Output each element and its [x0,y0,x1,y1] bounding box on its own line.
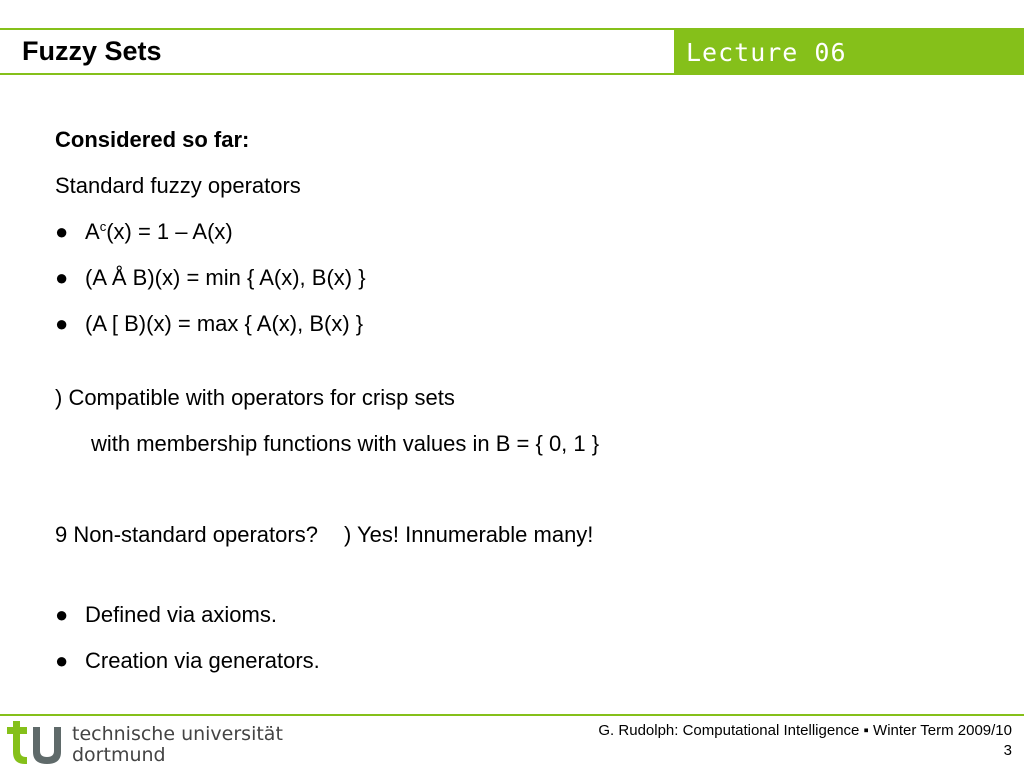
bullet-icon: ● [55,219,69,244]
footer-credit [598,721,1012,761]
question-text: 9 Non-standard operators? [55,522,318,547]
generators-text: Creation via generators. [85,648,320,673]
union-formula: (A [ B)(x) = max { A(x), B(x) } [85,311,364,336]
compatibility-statement: ) Compatible with operators for crisp sets [55,385,455,410]
intersection-formula: (A Å B)(x) = min { A(x), B(x) } [85,265,366,290]
footer-rule [0,714,1024,716]
lecture-banner [674,30,1024,73]
bullet-icon: ● [55,602,69,627]
bullet-icon: ● [55,311,69,336]
university-name [72,724,283,766]
bullet-icon: ● [55,648,69,673]
slide-title: Fuzzy Sets [22,36,162,66]
lecture-label: Lecture 06 [686,38,847,67]
university-line-2: dortmund [72,744,166,766]
bullet-icon: ● [55,265,69,290]
section-heading: Considered so far: [55,127,250,152]
question-line [55,522,593,548]
tu-logo-icon [5,719,63,767]
list-item [55,265,366,291]
list-item [55,648,320,674]
university-line-1: technische universität [72,723,283,745]
list-item [55,219,233,245]
complement-base: A [85,219,100,244]
page-number: 3 [1003,742,1012,759]
axioms-text: Defined via axioms. [85,602,277,627]
credit-text: G. Rudolph: Computational Intelligence ▪ Winter Term 2009/10 [598,722,1012,739]
complement-formula: (x) = 1 – A(x) [106,219,233,244]
complement-superscript: c [99,219,107,234]
list-item [55,602,277,628]
answer-text: ) Yes! Innumerable many! [343,522,594,547]
header-bottom-rule [0,73,1024,75]
membership-statement: with membership functions with values in B = { 0, 1 } [91,431,600,456]
section-subheading: Standard fuzzy operators [55,173,301,198]
list-item [55,311,363,337]
